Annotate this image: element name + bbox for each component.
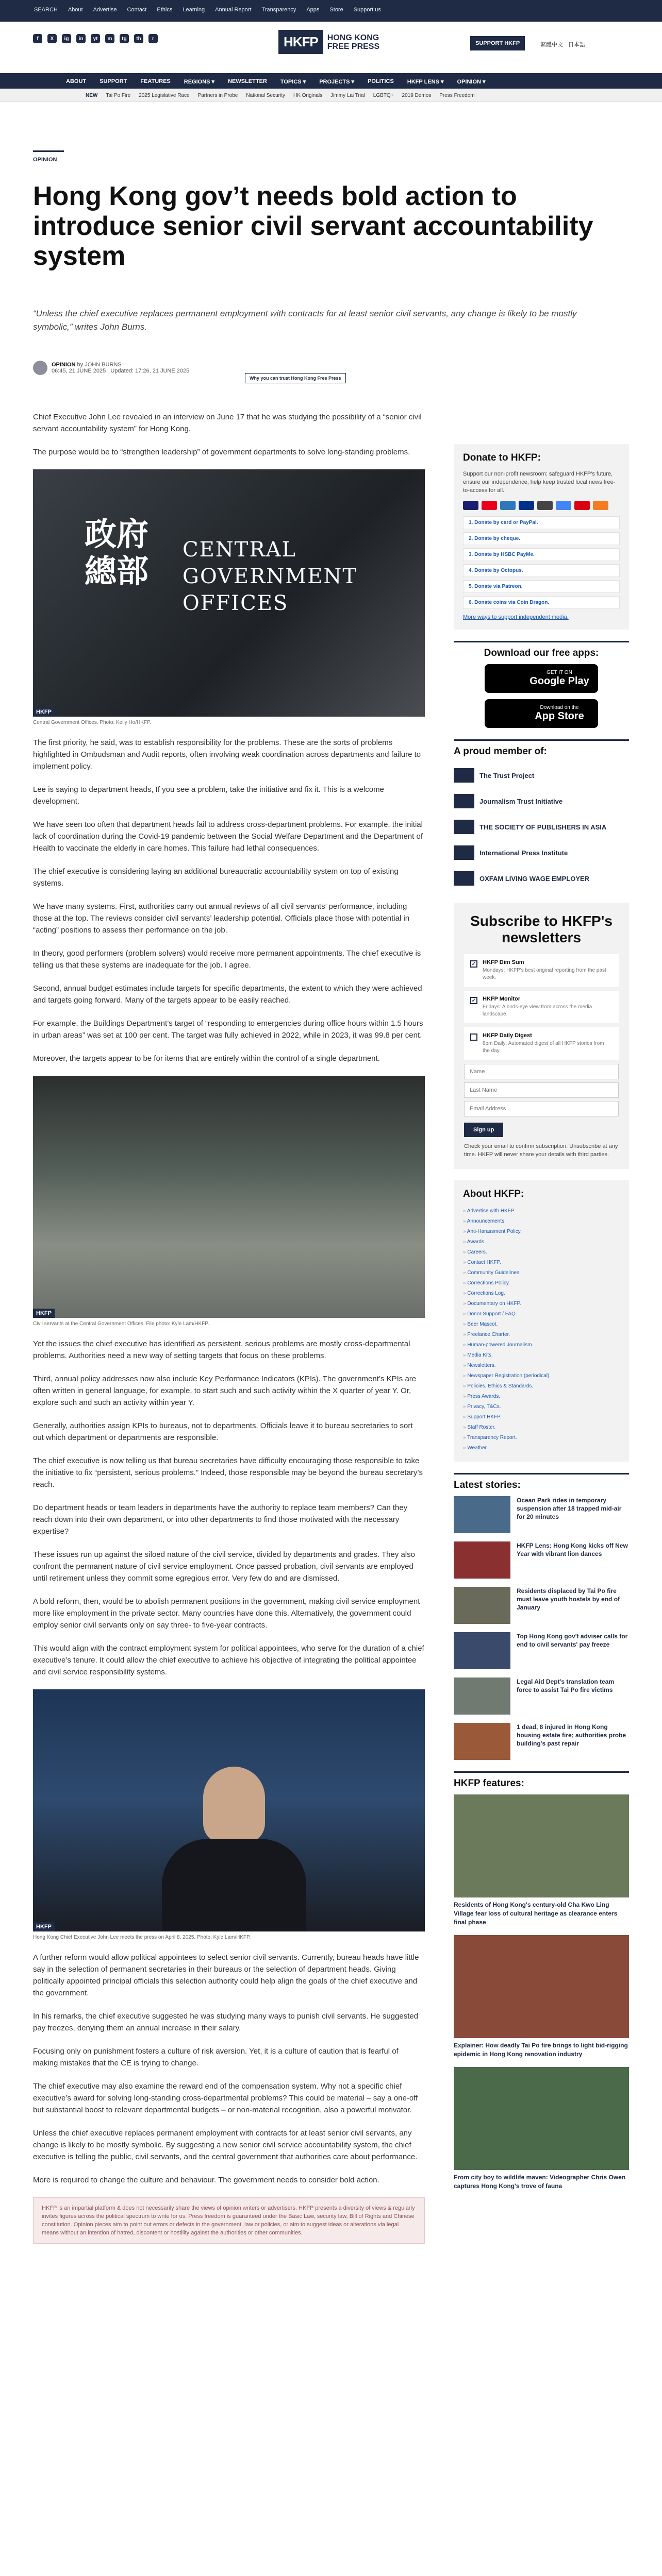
paragraph: More is required to change the culture and behaviour. The government needs to consider bold action. <box>33 2176 379 2184</box>
newsletter-desc: Mondays: HKFP's best original reporting from the past week. <box>483 968 606 980</box>
updated-date: Updated: 17:26, 21 JUNE 2025 <box>110 368 190 374</box>
about-link[interactable]: » Beer Mascot. <box>463 1319 620 1330</box>
newsletter-title: Subscribe to HKFP's newsletters <box>470 913 613 945</box>
paragraph: We have many systems. First, authorities carry out annual reviews of all civil servants’ performance, including those at the top. The reviews consider civil servants’ leadership potential. Officials place those with potential in “acting” positions to assess their performance on the job. <box>33 902 410 935</box>
nav-item[interactable]: TOPICS ▾ <box>280 79 306 85</box>
latest-story[interactable] <box>454 1541 629 1579</box>
paragraph: Moreover, the targets appear to be for items that are entirely within the control of a single department. <box>33 1054 380 1063</box>
nav-item[interactable]: POLITICS <box>368 78 394 84</box>
trending-bar <box>0 89 662 102</box>
trust-button[interactable]: Why you can trust Hong Kong Free Press <box>245 373 346 383</box>
story-thumbnail <box>454 1632 510 1669</box>
donate-option[interactable] <box>463 596 620 609</box>
member-logo[interactable] <box>454 762 629 788</box>
trending-link[interactable]: Jimmy Lai Trial <box>330 93 365 98</box>
image-caption: Central Government Offices. Photo: Kelly Ho/HKFP. <box>33 720 152 725</box>
donate-option-label: Donate by HSBC PayMe. <box>474 552 535 557</box>
first-name-input[interactable]: Name <box>464 1064 619 1079</box>
latest-story[interactable] <box>454 1677 629 1715</box>
paragraph: Second, annual budget estimates include targets for specific departments, the extent to which they were achieved and targets going forward. Many of the targets appear to be easily reached. <box>33 984 422 1005</box>
trending-link[interactable]: 2019 Demos <box>402 93 432 98</box>
donate-option-label: Donate coins via Coin Dragon. <box>474 600 550 605</box>
article-image-cgo-sign <box>33 469 425 717</box>
visa-icon <box>463 501 478 510</box>
social-icon[interactable]: f <box>33 34 42 43</box>
newsletter-text <box>483 1032 613 1055</box>
social-icon[interactable]: yt <box>91 34 100 43</box>
donate-option-number: 3. <box>469 552 473 557</box>
utility-link[interactable]: Apps <box>306 7 320 13</box>
language-switcher[interactable] <box>540 40 585 48</box>
social-icon[interactable]: tg <box>120 34 129 43</box>
about-link[interactable]: » Advertise with HKFP. <box>463 1206 620 1216</box>
member-logo-mark <box>454 820 474 834</box>
story-thumbnail <box>454 1541 510 1579</box>
social-icon[interactable]: X <box>47 34 57 43</box>
about-link[interactable]: » Announcements. <box>463 1216 620 1227</box>
article-category[interactable]: OPINION <box>33 157 57 163</box>
paypal-icon <box>519 501 534 510</box>
nav-item[interactable]: REGIONS ▾ <box>184 79 215 85</box>
disclaimer-note: HKFP is an impartial platform & does not necessarily share the views of opinion writers or advertisers. HKFP presents a diversity of views & regularly invites figures across the political spectrum to write for us. Press freedom is guaranteed under the Basic Law, security law, Bill of Rights and Chinese constitution. Opinion pieces aim to point out errors or defects in the government, law or policies, or aim to suggest ideas or alterations via legal means without an intention of hatred, discontent or hostility against the authorities or other communities. <box>33 2197 425 2244</box>
app-store-badge[interactable]: Download on the App Store <box>485 699 598 728</box>
paragraph: For example, the Buildings Department’s target of “responding to emergencies during office hours within 1.5 hours in urban areas” was set at 100 per cent. The target was fully achieved in 2022, while in 2023, it was 99.8 per cent. <box>33 1019 423 1040</box>
about-link[interactable]: » Awards. <box>463 1237 620 1247</box>
lang-ja[interactable]: 日本語 <box>568 42 585 48</box>
members-title: A proud member of: <box>454 746 547 757</box>
about-link[interactable]: » Newsletters. <box>463 1361 620 1371</box>
nav-item[interactable]: NEWSLETTER <box>228 78 267 84</box>
trending-link[interactable]: Tai Po Fire <box>106 93 131 98</box>
paragraph: Generally, authorities assign KPIs to bureaus, not to departments. Officials leave it to bureau secretaries to sort out which department or departments are responsible. <box>33 1421 413 1442</box>
member-name: The Trust Project <box>479 771 535 779</box>
about-link[interactable]: » Newspaper Registration (periodical). <box>463 1371 620 1381</box>
about-link[interactable]: » Donor Support / FAQ. <box>463 1309 620 1319</box>
donate-options <box>463 516 620 609</box>
newsletter-checkbox[interactable]: ✓ <box>470 960 477 968</box>
applepay-icon <box>537 501 553 510</box>
utility-link[interactable]: Advertise <box>93 7 117 13</box>
members-box <box>454 739 629 891</box>
utility-link[interactable]: Transparency <box>261 7 296 13</box>
feature-story[interactable] <box>454 1935 629 2059</box>
member-logo[interactable] <box>454 866 629 891</box>
paragraph: Focusing only on punishment fosters a culture of risk aversion. Yet, it is a culture of caution that is fearful of making mistakes that the CE is trying to change. <box>33 2047 399 2067</box>
donate-option[interactable] <box>463 516 620 529</box>
about-link[interactable]: » Media Kits. <box>463 1350 620 1361</box>
author-avatar <box>33 361 47 375</box>
newsletter-checkbox[interactable]: ✓ <box>470 997 477 1004</box>
apps-title: Download our free apps: <box>484 648 599 658</box>
paragraph: Do department heads or team leaders in departments have the authority to replace team members? Can they reach down into their own department, or into other departments to find those motivated with the necessary expertise? <box>33 1503 408 1536</box>
latest-story[interactable] <box>454 1632 629 1669</box>
trending-link[interactable]: LGBTQ+ <box>373 93 394 98</box>
article-lede: “Unless the chief executive replaces permanent employment with contracts for at least senior civil servants, any change is likely to be mostly symbolic,” writes John Burns. <box>33 309 577 332</box>
story-thumbnail <box>454 1723 510 1760</box>
feature-headline: Explainer: How deadly Tai Po fire brings to light bid-rigging epidemic in Hong Kong renovation industry <box>454 2042 628 2058</box>
donate-option-number: 1. <box>469 520 473 526</box>
paragraph: These issues run up against the siloed nature of the civil service, divided by departments and grades. They also confront the permanent nature of civil service employment. Once passed probation, civil servants are employed until retirement unless they commit some egregious error. Very few do and are dismissed. <box>33 1550 415 1583</box>
about-link[interactable]: » Policies, Ethics & Standards. <box>463 1381 620 1392</box>
story-headline: HKFP Lens: Hong Kong kicks off New Year with vibrant lion dances <box>517 1542 628 1557</box>
paragraph: The chief executive is now telling us that bureau secretaries have difficulty encouraging those responsible to take the initiative to fix “persistent, serious problems.” Indeed, those responsible may be beyond the bureau secretary’s reach. <box>33 1456 423 1489</box>
donate-option[interactable] <box>463 532 620 545</box>
donate-option-label: Donate by cheque. <box>474 536 521 541</box>
logo-name: HONG KONG FREE PRESS <box>327 33 380 51</box>
latest-story[interactable] <box>454 1496 629 1533</box>
published-date: 06:45, 21 JUNE 2025 <box>52 368 106 374</box>
newsletter-checkbox[interactable] <box>470 1033 477 1041</box>
social-icon[interactable]: m <box>105 34 114 43</box>
utility-link[interactable]: Annual Report <box>215 7 252 13</box>
feature-headline: From city boy to wildlife maven: Videographer Chris Owen captures Hong Kong's trove of fauna <box>454 2174 626 2190</box>
paragraph: The chief executive is considering laying an additional bureaucratic accountability system on top of existing systems. <box>33 867 399 888</box>
article-image-john-lee <box>33 1689 425 1931</box>
donate-option-label: Donate by card or PayPal. <box>474 520 538 526</box>
feature-story[interactable] <box>454 1794 629 1927</box>
trending-link[interactable]: National Security <box>246 93 285 98</box>
paragraph: We have seen too often that department heads fail to address cross-department problems. For example, the initial lack of coordination during the Covid-19 pandemic between the Social Welfare Department and the Department of Health to vaccinate the elderly in care homes. This failure had lethal consequences. <box>33 820 423 853</box>
utility-link[interactable]: Ethics <box>157 7 173 13</box>
new-label: NEW <box>86 93 98 98</box>
googlepay-icon <box>556 501 571 510</box>
about-link[interactable]: » Freelance Charter. <box>463 1330 620 1340</box>
donate-option-number: 6. <box>469 600 473 605</box>
member-logo[interactable] <box>454 814 629 840</box>
sidebar <box>454 444 629 2199</box>
features-box <box>454 1771 629 2191</box>
donate-option-label: Donate by Octopus. <box>474 568 523 573</box>
donate-option-label: Donate via Patreon. <box>474 584 523 589</box>
payment-icons <box>463 501 620 510</box>
donate-option[interactable] <box>463 580 620 593</box>
support-hkfp-button[interactable]: SUPPORT HKFP <box>470 36 525 50</box>
latest-story[interactable] <box>454 1723 629 1760</box>
logo-mark: HKFP <box>278 30 323 54</box>
latest-title: Latest stories: <box>454 1480 521 1490</box>
lang-zh[interactable]: 繁體中文 <box>540 42 563 48</box>
story-thumbnail <box>454 1587 510 1624</box>
utility-links <box>34 7 381 13</box>
feature-image <box>454 1935 629 2038</box>
mastercard-icon <box>482 501 497 510</box>
amex-icon <box>500 501 516 510</box>
octopus-icon <box>593 501 608 510</box>
about-link[interactable]: » Corrections Log. <box>463 1289 620 1299</box>
newsletter-desc: 8pm Daily: Automated digest of all HKFP stories from the day. <box>483 1041 604 1054</box>
story-headline: 1 dead, 8 injured in Hong Kong housing estate fire; authorities probe building's past repair <box>517 1723 626 1747</box>
paragraph: The first priority, he said, was to establish responsibility for the problems. These are the sorts of problems highlighted in Ombudsman and Audit reports, often involving weak coordination across departments and failure to implement policy. <box>33 738 421 771</box>
member-name: Journalism Trust Initiative <box>479 797 563 805</box>
donate-title: Donate to HKFP: <box>463 452 541 463</box>
about-link[interactable]: » Careers. <box>463 1247 620 1258</box>
paragraph: Yet the issues the chief executive has identified as persistent, serious problems are mostly cross-departmental problems. Authorities need a new way of setting targets that focus on these problems. <box>33 1340 410 1360</box>
donate-option-number: 5. <box>469 584 473 589</box>
newsletter-name: HKFP Monitor <box>483 996 521 1002</box>
about-link[interactable]: » Documentary on HKFP. <box>463 1299 620 1309</box>
about-link[interactable]: » Weather. <box>463 1443 620 1453</box>
newsletter-name: HKFP Daily Digest <box>483 1032 532 1039</box>
about-link[interactable]: » Anti-Harassment Policy. <box>463 1227 620 1237</box>
last-name-input[interactable]: Last Name <box>464 1082 619 1098</box>
story-headline: Ocean Park rides in temporary suspension after 18 trapped mid-air for 20 minutes <box>517 1497 622 1520</box>
image-watermark: HKFP <box>33 707 55 717</box>
site-logo[interactable] <box>278 30 379 54</box>
image-caption: Hong Kong Chief Executive John Lee meets the press on April 8, 2025. Photo: Kyle Lam/HKFP. <box>33 1935 251 1940</box>
feature-headline: Residents of Hong Kong's century-old Cha Kwo Ling Village fear loss of cultural heritage as clearance enters final phase <box>454 1901 618 1926</box>
nav-item[interactable]: ABOUT <box>66 78 87 84</box>
image-watermark: HKFP <box>33 1922 55 1931</box>
paragraph: In his remarks, the chief executive suggested he was studying many ways to punish civil servants. He suggested pay freezes, denying them an annual increase in their salary. <box>33 2012 419 2032</box>
google-play-badge[interactable]: GET IT ON Google Play <box>485 664 598 693</box>
about-link[interactable]: » Privacy, T&Cs. <box>463 1402 620 1412</box>
social-icon[interactable]: ig <box>62 34 71 43</box>
about-link[interactable]: » Support HKFP. <box>463 1412 620 1422</box>
newsletter-desc: Fridays: A birds-eye view from across the media landscape. <box>483 1004 592 1017</box>
sign-chinese: 政府總部 <box>85 515 149 590</box>
social-icon[interactable]: in <box>76 34 86 43</box>
apps-box <box>454 641 629 728</box>
article-title: Hong Kong gov’t needs bold action to introduce senior civil servant accountability system <box>33 181 593 271</box>
about-link[interactable]: » Contact HKFP. <box>463 1258 620 1268</box>
about-title: About HKFP: <box>463 1189 524 1199</box>
member-name: OXFAM LIVING WAGE EMPLOYER <box>479 874 590 883</box>
donate-option[interactable] <box>463 564 620 577</box>
donate-option[interactable] <box>463 548 620 561</box>
paragraph: Unless the chief executive replaces permanent employment with contracts for at least senior civil servants, any change is likely to be mostly symbolic. By suggesting a new senior civil service accountability system, the chief executive is telling the public, civil servants, and the central government that authorities care about performance. <box>33 2129 418 2161</box>
story-headline: Legal Aid Dept's translation team force to assist Tai Po fire victims <box>517 1678 615 1693</box>
donate-option-number: 4. <box>469 568 473 573</box>
nav-item[interactable]: FEATURES <box>140 78 171 84</box>
feature-image <box>454 2067 629 2170</box>
portrait-head <box>203 1767 265 1844</box>
main-navigation <box>0 73 662 89</box>
top-utility-bar <box>0 0 662 22</box>
about-link[interactable]: » Staff Roster. <box>463 1422 620 1433</box>
article-image-civil-servants <box>33 1076 425 1318</box>
paragraph: A further reform would allow political appointees to select senior civil servants. Currently, bureau heads have little say in the selection of permanent secretaries in their bureaus or the selection of department heads. Giving politically appointed principal officials this selection authority could help align the goals of the chief executive and the government. <box>33 1953 419 1997</box>
story-headline: Top Hong Kong gov't adviser calls for end to civil servants' pay freeze <box>517 1633 628 1648</box>
feature-story[interactable] <box>454 2067 629 2191</box>
category-rule <box>33 150 64 152</box>
newsletter-option[interactable] <box>464 1027 619 1060</box>
paragraph: In theory, good performers (problem solvers) would receive more permanent appointments. The chief executive is telling us that these systems are inadequate for the job. I agree. <box>33 949 421 970</box>
latest-story[interactable] <box>454 1587 629 1624</box>
nav-item[interactable]: OPINION ▾ <box>457 79 486 85</box>
paragraph: The purpose would be to “strengthen leadership” of government departments to solve long-standing problems. <box>33 448 410 456</box>
paragraph: Third, annual policy addresses now also include Key Performance Indicators (KPIs). The government’s KPIs are often written in general language, for example, to start such and such activity within the X quarter of year Y. Or, explore such and such an activity within year Y. <box>33 1375 417 1407</box>
portrait-suit <box>162 1839 306 1931</box>
feature-image <box>454 1794 629 1897</box>
social-icon[interactable]: th <box>134 34 143 43</box>
about-link[interactable]: » Transparency Report. <box>463 1433 620 1443</box>
utility-link[interactable]: SEARCH <box>34 7 58 13</box>
about-link[interactable]: » Human-powered Journalism. <box>463 1340 620 1350</box>
member-logo-mark <box>454 871 474 886</box>
nav-item[interactable]: PROJECTS ▾ <box>319 79 355 85</box>
donate-option-number: 2. <box>469 536 473 541</box>
utility-link[interactable]: Support us <box>353 7 381 13</box>
newsletter-option[interactable] <box>464 954 619 987</box>
story-thumbnail <box>454 1496 510 1533</box>
byline <box>33 361 189 375</box>
article-body <box>33 411 425 2244</box>
donate-box <box>454 444 629 630</box>
utility-link[interactable]: Learning <box>183 7 205 13</box>
image-watermark: HKFP <box>33 1309 55 1318</box>
nav-item[interactable]: HKFP LENS ▾ <box>407 79 444 85</box>
social-icons <box>33 34 158 43</box>
email-input[interactable]: Email Address <box>464 1101 619 1116</box>
member-name: International Press Institute <box>479 849 568 857</box>
payme-icon <box>574 501 590 510</box>
byline-category: OPINION <box>52 362 76 368</box>
features-title: HKFP features: <box>454 1778 524 1789</box>
story-thumbnail <box>454 1677 510 1715</box>
paragraph: The chief executive may also examine the reward end of the compensation system. Why not a specific chief executive’s award for solving long-standing cross-departmental problems? This could be material – say a one-off but substantial boost to relevant departmental budgets – or non-material recognition, also a powerful motivator. <box>33 2082 418 2114</box>
about-box <box>454 1180 629 1462</box>
paragraph: Lee is saying to department heads, If you see a problem, take the initiative and fix it. This is a welcome development. <box>33 785 384 806</box>
donate-intro: Support our non-profit newsroom: safeguard HKFP's future, ensure our independence, help keep trusted local news free-to-access for all. <box>463 471 616 494</box>
more-ways-link[interactable]: More ways to support independent media. <box>463 614 569 620</box>
author-name[interactable]: by JOHN BURNS <box>77 362 122 368</box>
paragraph: A bold reform, then, would be to abolish permanent positions in the government, making civil service employment more like employment in the private sector. Many countries have done this. Alternatively, the government could employ senior civil servants only on say three- to five-year contracts. <box>33 1597 420 1630</box>
social-icon[interactable]: r <box>148 34 158 43</box>
about-link[interactable]: » Community Guidelines. <box>463 1268 620 1278</box>
paragraph: This would align with the contract employment system for political appointees, who serve for the duration of a chief executive’s tenure. It could allow the chief executive to achieve his objective of integrating the political appointee and civil service responsibility systems. <box>33 1644 424 1676</box>
newsletter-name: HKFP Dim Sum <box>483 959 524 965</box>
member-logo-mark <box>454 768 474 783</box>
member-logo-mark <box>454 845 474 860</box>
trending-link[interactable]: 2025 Legislative Race <box>139 93 190 98</box>
member-logo[interactable] <box>454 788 629 814</box>
signup-button[interactable]: Sign up <box>464 1123 503 1137</box>
trending-link[interactable]: Partners in Probe <box>197 93 238 98</box>
paragraph: Chief Executive John Lee revealed in an interview on June 17 that he was studying the possibility of a “senior civil servant accountability system” for Hong Kong. <box>33 413 422 433</box>
utility-link[interactable]: About <box>68 7 83 13</box>
image-caption: Civil servants at the Central Government Offices. File photo: Kyle Lam/HKFP. <box>33 1321 209 1327</box>
trending-link[interactable]: HK Originals <box>293 93 323 98</box>
utility-link[interactable]: Store <box>329 7 343 13</box>
newsletter-text <box>483 996 613 1018</box>
latest-box <box>454 1473 629 1760</box>
newsletter-option[interactable] <box>464 991 619 1023</box>
newsletter-fine-print: Check your email to confirm subscription. Unsubscribe at any time. HKFP will never share your details with third parties. <box>464 1143 618 1158</box>
about-link[interactable]: » Press Awards. <box>463 1392 620 1402</box>
story-headline: Residents displaced by Tai Po fire must leave youth hostels by end of January <box>517 1587 620 1611</box>
member-logo[interactable] <box>454 840 629 866</box>
newsletter-text <box>483 959 613 981</box>
sign-english: CENTRAL GOVERNMENT OFFICES <box>183 538 358 615</box>
newsletter-box <box>454 903 629 1169</box>
member-logo-mark <box>454 794 474 808</box>
about-link[interactable]: » Corrections Policy. <box>463 1278 620 1289</box>
nav-item[interactable]: SUPPORT <box>100 78 127 84</box>
utility-link[interactable]: Contact <box>127 7 147 13</box>
trending-link[interactable]: Press Freedom <box>439 93 475 98</box>
member-name: THE SOCIETY OF PUBLISHERS IN ASIA <box>479 823 607 831</box>
